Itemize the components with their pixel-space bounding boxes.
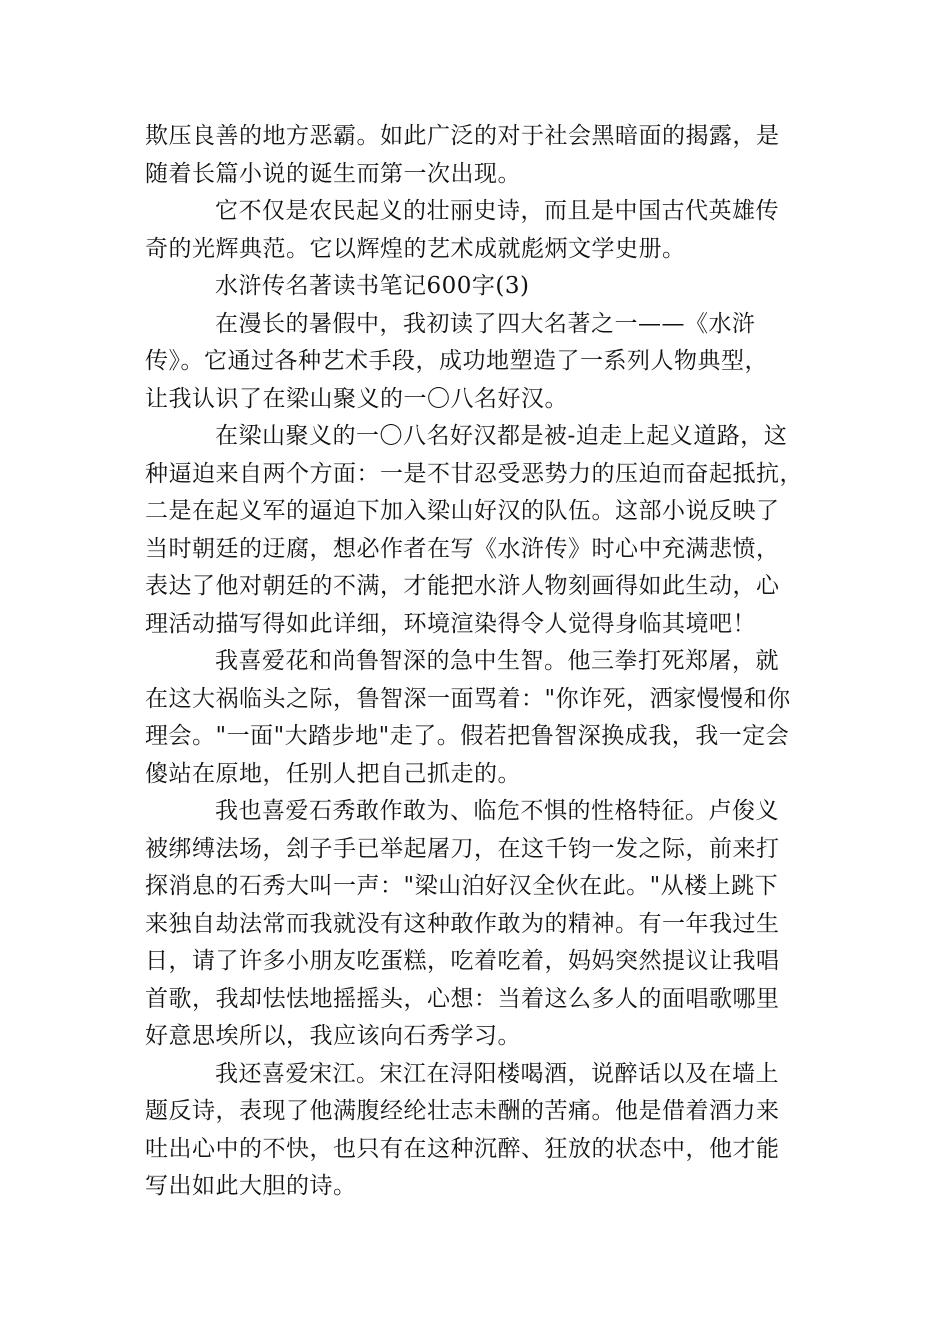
text-line: 种逼迫来自两个方面：一是不甘忍受恶势力的压迫而奋起抵抗， bbox=[145, 460, 803, 487]
text-line: 在这大祸临头之际，鲁智深一面骂着："你诈死，洒家慢慢和你 bbox=[145, 685, 791, 712]
text-line: 理会。"一面"大踏步地"走了。假若把鲁智深换成我，我一定会 bbox=[145, 723, 790, 749]
text-line: 表达了他对朝廷的不满，才能把水浒人物刻画得如此生动，心 bbox=[145, 573, 780, 599]
text-line: 二是在起义军的逼迫下加入梁山好汉的队伍。这部小说反映了 bbox=[145, 498, 780, 524]
text-line: 吐出心中的不快，也只有在这种沉醉、狂放的状态中，他才能 bbox=[145, 1135, 780, 1162]
text-line: 我也喜爱石秀敢作敢为、临危不惧的性格特征。卢俊义 bbox=[215, 798, 779, 824]
text-line: 被绑缚法场，刽子手已举起屠刀，在这千钧一发之际，前来打 bbox=[145, 835, 780, 862]
text-line: 理活动描写得如此详细，环境渲染得令人觉得身临其境吧！ bbox=[145, 610, 756, 637]
text-line: 题反诗，表现了他满腹经纶壮志未酬的苦痛。他是借着酒力来 bbox=[145, 1098, 780, 1124]
text-line: 当时朝廷的迂腐，想必作者在写《水浒传》时心中充满悲愤， bbox=[145, 535, 780, 562]
document-body bbox=[145, 118, 805, 1206]
text-line: 随着长篇小说的诞生而第一次出现。 bbox=[145, 160, 521, 187]
text-line: 奇的光辉典范。它以辉煌的艺术成就彪炳文学史册。 bbox=[145, 235, 686, 262]
text-line: 我喜爱花和尚鲁智深的急中生智。他三拳打死郑屠，就 bbox=[215, 648, 779, 674]
text-line: 欺压良善的地方恶霸。如此广泛的对于社会黑暗面的揭露，是 bbox=[145, 123, 780, 149]
text-line: 我还喜爱宋江。宋江在浔阳楼喝酒，说醉话以及在墙上 bbox=[215, 1060, 779, 1087]
text-line: 它不仅是农民起义的壮丽史诗，而且是中国古代英雄传 bbox=[215, 198, 779, 224]
text-line: 好意思埃所以，我应该向石秀学习。 bbox=[145, 1023, 521, 1049]
text-line: 首歌，我却怯怯地摇摇头，心想：当着这么多人的面唱歌哪里 bbox=[145, 985, 780, 1012]
text-line: 在漫长的暑假中，我初读了四大名著之一——《水浒 bbox=[215, 310, 756, 337]
text-line: 传》。它通过各种艺术手段，成功地塑造了一系列人物典型， bbox=[145, 348, 768, 374]
text-line: 探消息的石秀大叫一声："梁山泊好汉全伙在此。"从楼上跳下 bbox=[145, 873, 779, 899]
text-line: 来独自劫法常而我就没有这种敢作敢为的精神。有一年我过生 bbox=[145, 910, 780, 937]
text-line: 让我认识了在梁山聚义的一〇八名好汉。 bbox=[145, 385, 568, 412]
text-line: 写出如此大胆的诗。 bbox=[145, 1173, 357, 1199]
text-line: 日，请了许多小朋友吃蛋糕，吃着吃着，妈妈突然提议让我唱 bbox=[145, 948, 780, 974]
text-line: 在梁山聚义的一〇八名好汉都是被-迫走上起义道路，这 bbox=[215, 423, 788, 449]
text-line: 傻站在原地，任别人把自己抓走的。 bbox=[145, 760, 521, 787]
text-line: 水浒传名著读书笔记600字(3) bbox=[215, 273, 530, 299]
